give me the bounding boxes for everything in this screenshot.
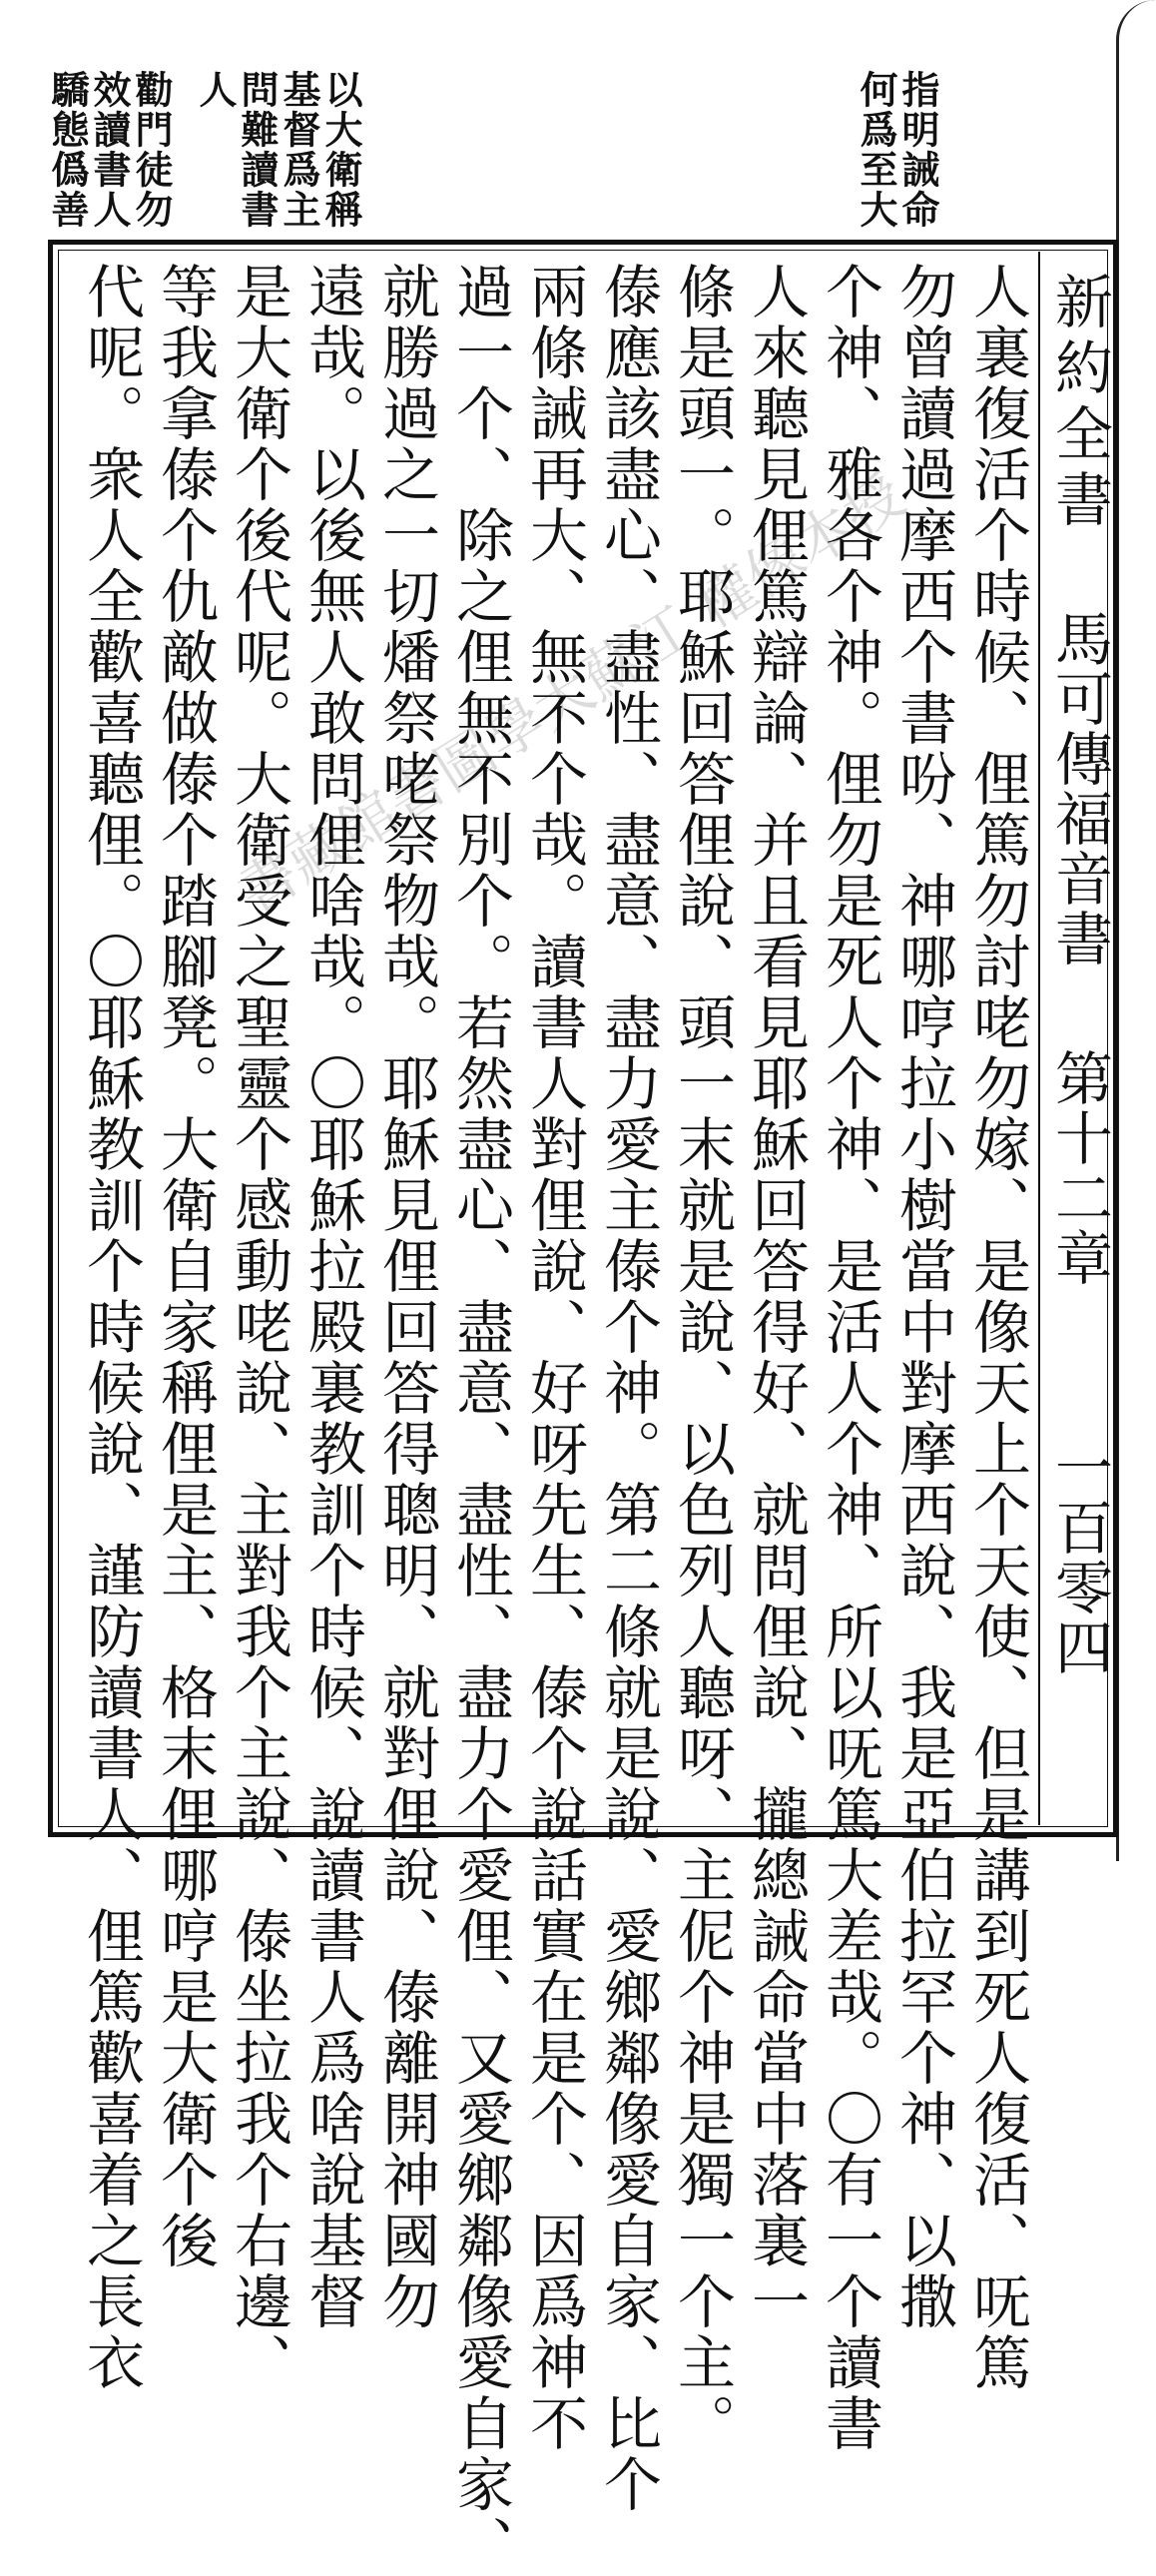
margin-note-line: 基督爲主 — [277, 70, 321, 230]
margin-note-david — [193, 70, 363, 230]
body-column: 勿曾讀過摩西个書吩、神哪哼拉小樹當中對摩西說、我是亞伯拉罕个神、以撒 — [889, 262, 957, 2332]
margin-note-line: 驕態僞善 — [45, 70, 90, 230]
margin-note-commandment — [854, 70, 940, 230]
margin-note-disciples — [45, 70, 174, 230]
body-column: 是大衛个後代呢。大衛受之聖靈个感動咾說、主對我个主說、傣坐拉我个右邊、 — [225, 262, 292, 2393]
margin-note-line: 指明誡命 — [895, 70, 940, 230]
body-column: 个神、雅各个神。俚勿是死人个神、是活人个神、所以呒篤大差哉。〇有一个讀書 — [816, 262, 883, 2454]
margin-note-line: 問難讀書 — [235, 70, 280, 230]
header-book-title: 新約全書 — [1045, 272, 1113, 535]
page-edge — [1116, 0, 1156, 1861]
body-column: 人裏復活个時候、俚篤勿討咾勿嫁、是像天上个天使、但是講到死人復活、呒篤 — [963, 262, 1031, 2393]
margin-note-line: 以大衛稱 — [318, 70, 363, 230]
body-column: 人來聽見俚篤辯論、并且看見耶穌回答得好、就問俚說、攏總誡命當中落裏一 — [742, 262, 810, 2332]
header-chapter: 第十二章 — [1045, 1048, 1113, 1288]
margin-note-line: 人 — [193, 70, 238, 110]
body-column: 過一个、除之俚無不別个。若然盡心、盡意、盡性、盡力个愛俚、又愛鄉鄰像愛自家、 — [446, 262, 514, 2576]
margin-note-line: 效讀書人 — [87, 70, 132, 230]
body-column: 條是頭一。耶穌回答俚說、頭一末就是說、以色列人聽呀、主伲个神是獨一个主。 — [668, 262, 736, 2454]
body-column: 兩條誡再大、無不个哉。讀書人對俚說、好呀先生、傣个說話實在是个、因爲神不 — [520, 262, 588, 2454]
header-divider — [1038, 252, 1040, 1825]
body-column: 傣應該盡心、盡性、盡意、盡力愛主傣个神。第二條就是說、愛鄉鄰像愛自家、比个 — [594, 262, 662, 2515]
body-column: 遠哉。以後無人敢問俚啥哉。〇耶穌拉殿裏教訓个時候、說讀書人爲啥說基督 — [298, 262, 366, 2332]
margin-note-line: 何爲至大 — [854, 70, 898, 230]
body-column: 代呢。衆人全歡喜聽俚。〇耶穌教訓个時候說、謹防讀書人、俚篤歡喜着之長衣 — [77, 262, 145, 2393]
body-column: 就勝過之一切燔祭咾祭物哉。耶穌見俚回答得聰明、就對俚說、傣離開神國勿 — [372, 262, 440, 2332]
header-gospel-title: 馬可傳福音書 — [1045, 609, 1113, 968]
library-watermark: 書藏館書圖學大蘇江 權像本授 — [226, 460, 917, 928]
body-column: 等我拿傣个仇敵做傣个踏腳凳。大衛自家稱俚是主、格末俚哪哼是大衛个後 — [151, 262, 219, 2271]
margin-note-line: 勸門徒勿 — [129, 70, 174, 230]
header-page-number: 一百零四 — [1045, 1438, 1113, 1677]
